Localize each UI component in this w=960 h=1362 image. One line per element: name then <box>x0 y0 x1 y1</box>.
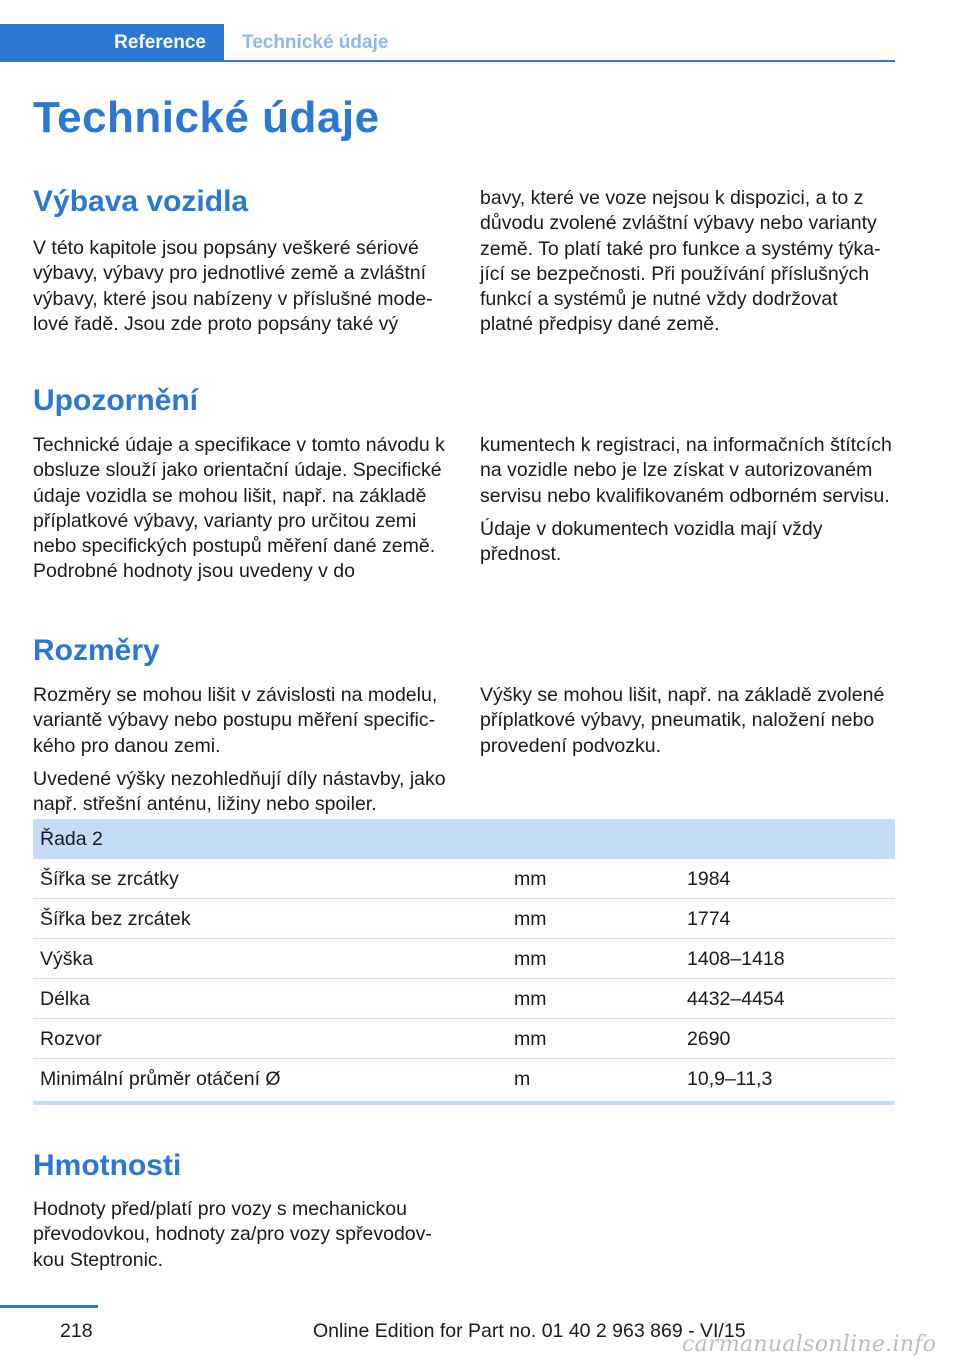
watermark: carmanualsonline.info <box>682 1332 937 1357</box>
cell-label: Šířka bez zrcátek <box>40 908 191 930</box>
paragraph: Uvedené výšky nezohledňují díly nástavby, jako např. střešní anténu, ližiny nebo spoiler. <box>33 767 446 816</box>
cell-unit: m <box>514 1068 531 1090</box>
cell-label: Výška <box>40 948 94 970</box>
table-row <box>33 1019 895 1059</box>
vybava-text-left <box>33 236 448 345</box>
table-row <box>33 979 895 1019</box>
cell-value: 4432–4454 <box>687 988 785 1010</box>
rozmery-text-right <box>480 683 895 767</box>
cell-value: 2690 <box>687 1028 731 1050</box>
paragraph: Technické údaje a specifikace v tomto návodu k obsluze slouží jako orientační údaje. Specifické údaje vozidla se mohou lišit, např. na základě příplatkové výbavy, varianty pro určitou zemi nebo specifických postupů měření dané země. Podrobné hodnoty jsou uvedeny v do <box>33 434 445 583</box>
header-tab-reference: Reference <box>0 24 224 62</box>
heading-rozmery: Rozměry <box>33 634 160 667</box>
table-row <box>33 859 895 899</box>
cell-label: Délka <box>40 988 90 1010</box>
paragraph: kumentech k registraci, na informačních štítcích na vozidle nebo je lze získat v autorizovaném servisu nebo kvalifikovaném odborném servisu. <box>480 434 892 507</box>
cell-unit: mm <box>514 988 547 1010</box>
cell-value: 1984 <box>687 868 731 890</box>
table-header: Řada 2 <box>33 819 895 859</box>
footer-rule <box>0 1305 98 1308</box>
cell-unit: mm <box>514 868 547 890</box>
cell-value: 1774 <box>687 908 731 930</box>
table-row <box>33 899 895 939</box>
cell-unit: mm <box>514 948 547 970</box>
vybava-text-right <box>480 186 895 346</box>
table-row <box>33 939 895 979</box>
paragraph: bavy, které ve voze nejsou k dispozici, a to z důvodu zvolené zvláštní výbavy nebo varianty země. To platí také pro funkce a systémy týkající se bezpečnosti. Při používání příslušných funkcí a systémů je nutné vždy dodržovat platné předpisy dané země. <box>480 187 881 336</box>
heading-upozorneni: Upozornění <box>33 384 198 417</box>
upozorneni-text-left <box>33 433 448 593</box>
heading-vybava: Výbava vozidla <box>33 185 249 218</box>
paragraph: Rozměry se mohou lišit v závislosti na modelu, variantě výbavy nebo postupu měření specifického pro danou zemi. <box>33 684 438 757</box>
column-separator <box>678 859 679 898</box>
edition-note: Online Edition for Part no. 01 40 2 963 869 - VI/15 <box>313 1320 746 1342</box>
cell-label: Rozvor <box>40 1028 102 1050</box>
paragraph: Údaje v dokumentech vozidla mají vždy přednost. <box>480 517 823 566</box>
table-row <box>33 1059 895 1099</box>
cell-label: Minimální průměr otáčení Ø <box>40 1068 281 1090</box>
paragraph: Hodnoty před/platí pro vozy s mechanickou převodovkou, hodnoty za/pro vozy spřevodovkou Steptronic. <box>33 1198 432 1271</box>
running-header <box>0 24 895 62</box>
page-title: Technické údaje <box>33 93 380 142</box>
upozorneni-text-right <box>480 433 895 575</box>
paragraph: Výšky se mohou lišit, např. na základě zvolené příplatkové výbavy, pneumatik, naložení nebo provedení podvozku. <box>480 684 885 757</box>
cell-unit: mm <box>514 1028 547 1050</box>
dimensions-table <box>33 819 895 1105</box>
header-tab-chapter: Technické údaje <box>242 32 389 53</box>
table-bottom-rule <box>33 1101 895 1105</box>
cell-value: 10,9–11,3 <box>687 1068 773 1090</box>
hmotnosti-text-left <box>33 1197 448 1281</box>
cell-label: Šířka se zrcátky <box>40 868 179 890</box>
cell-unit: mm <box>514 908 547 930</box>
paragraph: V této kapitole jsou popsány veškeré sériové výbavy, výbavy pro jednotlivé země a zvláštní výbavy, které jsou nabízeny v příslušné modelové řadě. Jsou zde proto popsány také vý <box>33 237 433 335</box>
rozmery-text-left <box>33 683 448 825</box>
page-number: 218 <box>60 1320 93 1342</box>
cell-value: 1408–1418 <box>687 948 785 970</box>
heading-hmotnosti: Hmotnosti <box>33 1149 182 1182</box>
